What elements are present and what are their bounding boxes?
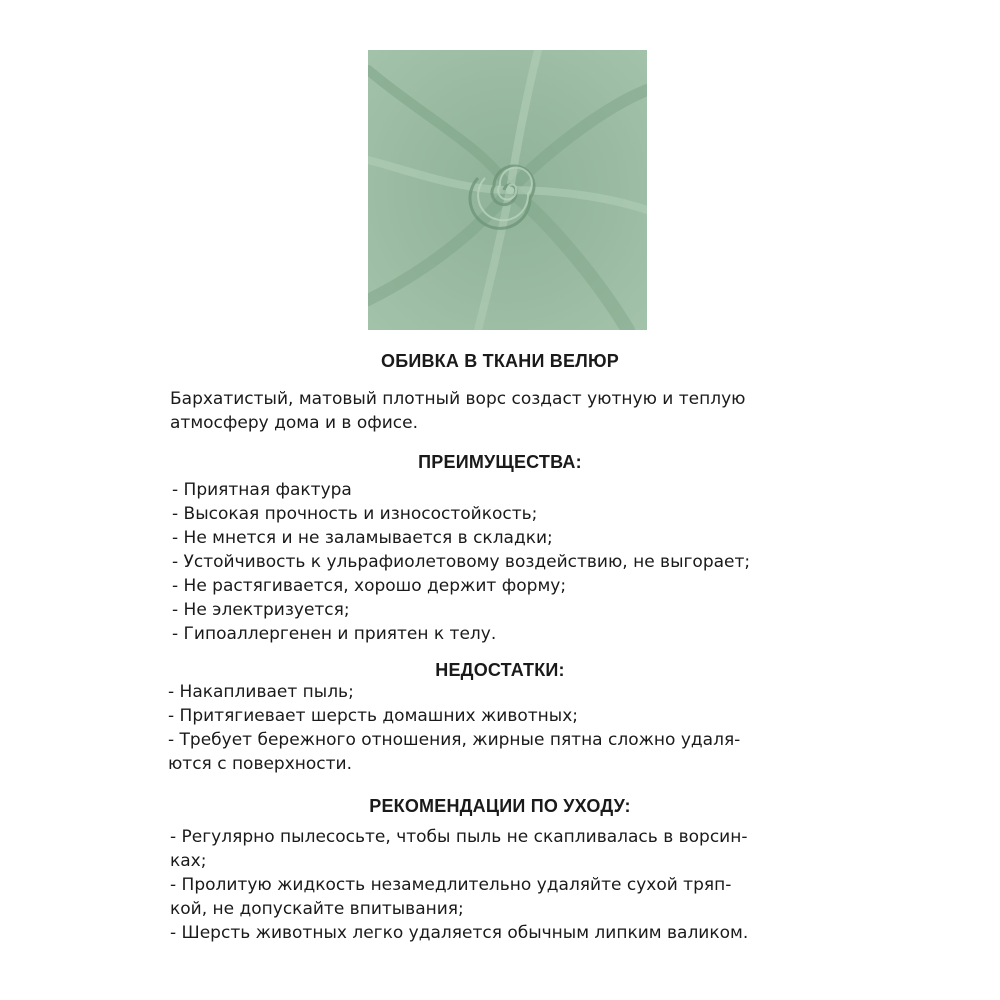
disadvantages-title: НЕДОСТАТКИ: (435, 660, 565, 680)
advantages-title: ПРЕИМУЩЕСТВА: (418, 452, 582, 472)
list-item: - Устойчивость к ульрафиолетовому воздействию, не выгорает; (172, 552, 751, 572)
list-item: ках; (170, 851, 207, 871)
list-item: - Притягиевает шерсть домашних животных; (168, 706, 579, 726)
list-item: - Не мнется и не заламывается в складки; (172, 528, 553, 548)
list-item: - Не растягивается, хорошо держит форму; (172, 576, 567, 596)
list-item: - Приятная фактура (172, 480, 352, 500)
upholstery-line-2: атмосферу дома и в офисе. (170, 413, 419, 433)
list-item: ются с поверхности. (168, 754, 353, 774)
care-title: РЕКОМЕНДАЦИИ ПО УХОДУ: (369, 796, 631, 816)
list-item: - Не электризуется; (172, 600, 350, 620)
list-item: кой, не допускайте впитывания; (170, 899, 464, 919)
upholstery-title: ОБИВКА В ТКАНИ ВЕЛЮР (381, 351, 619, 371)
list-item: - Шерсть животных легко удаляется обычным липким валиком. (170, 923, 749, 943)
list-item: - Высокая прочность и износостойкость; (172, 504, 538, 524)
fabric-swatch-image (368, 50, 647, 330)
list-item: - Гипоаллергенен и приятен к телу. (172, 624, 497, 644)
upholstery-line-1: Бархатистый, матовый плотный ворс создаст уютную и теплую (170, 389, 746, 409)
list-item: - Регулярно пылесосьте, чтобы пыль не скапливалась в ворсин- (170, 827, 748, 847)
list-item: - Требует бережного отношения, жирные пятна сложно удаля- (168, 730, 741, 750)
care-list (170, 825, 748, 945)
list-item: - Пролитую жидкость незамедлительно удаляйте сухой тряп- (170, 875, 732, 895)
list-item: - Накапливает пыль; (168, 682, 354, 702)
disadvantages-list (168, 680, 740, 776)
advantages-list (172, 478, 750, 646)
